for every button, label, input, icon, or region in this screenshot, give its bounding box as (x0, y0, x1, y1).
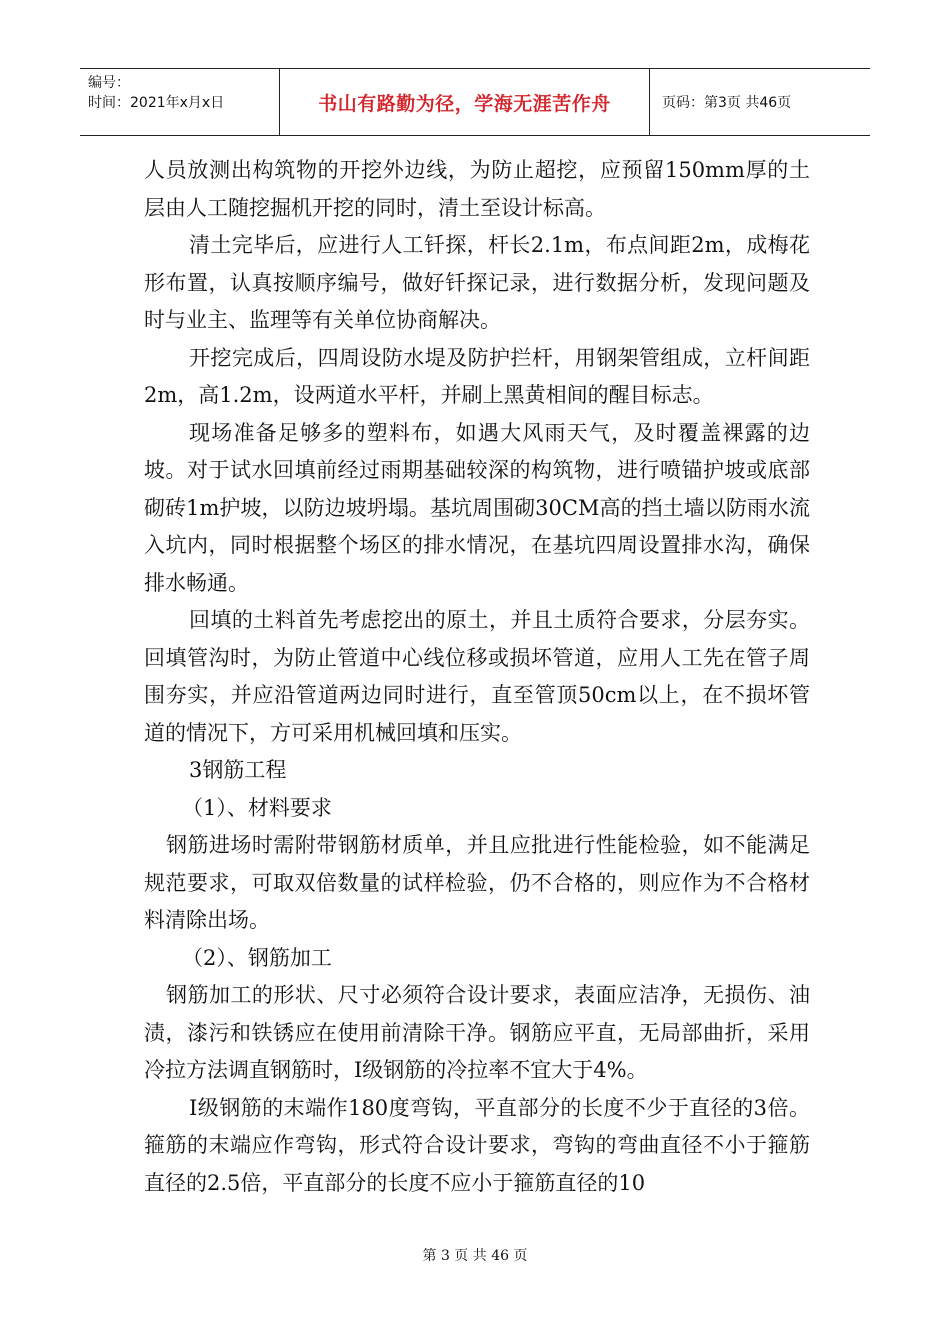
body-paragraph: 现场准备足够多的塑料布，如遇大风雨天气，及时覆盖裸露的边坡。对于试水回填前经过雨期基础较深的构筑物，进行喷锚护坡或底部砌砖1m护坡，以防边坡坍塌。基坑周围砌30CM高的挡土墙以防雨水流入坑内，同时根据整个场区的排水情况，在基坑四周设置排水沟，确保排水畅通。 (144, 420, 810, 595)
body-paragraph: 人员放测出构筑物的开挖外边线，为防止超挖，应预留150mm厚的土层由人工随挖掘机开挖的同时，清土至设计标高。 (144, 158, 810, 220)
body-paragraph: Ⅰ级钢筋的末端作180度弯钩，平直部分的长度不少于直径的3倍。箍筋的末端应作弯钩，形式符合设计要求，弯钩的弯曲直径不小于箍筋直径的2.5倍，平直部分的长度不应小于箍筋直径的10 (144, 1095, 810, 1195)
subsection-heading: （1）、材料要求 (182, 795, 332, 820)
page-header (80, 68, 870, 136)
body-paragraph: 钢筋进场时需附带钢筋材质单，并且应批进行性能检验，如不能满足规范要求，可取双倍数量的试样检验，仍不合格的，则应作为不合格材料清除出场。 (144, 833, 810, 932)
body-paragraph: 钢筋加工的形状、尺寸必须符合设计要求，表面应洁净，无损伤、油渍，漆污和铁锈应在使用前清除干净。钢筋应平直，无局部曲折，采用冷拉方法调直钢筋时，Ⅰ级钢筋的冷拉率不宜大于4%。 (144, 983, 810, 1082)
header-meta (80, 69, 280, 135)
section-heading: 3钢筋工程 (189, 758, 287, 782)
subsection-heading: （2）、钢筋加工 (182, 945, 332, 970)
document-date: 时间：2021年x月x日 (88, 95, 225, 111)
body-paragraph: 回填的土料首先考虑挖出的原土，并且土质符合要求，分层夯实。回填管沟时，为防止管道中心线位移或损坏管道，应用人工先在管子周围夯实，并应沿管道两边同时进行，直至管顶50cm以上，在不损坏管道的情况下，方可采用机械回填和压实。 (144, 608, 810, 745)
page-footer: 第 3 页 共 46 页 (422, 1248, 528, 1264)
body-paragraph: 清土完毕后，应进行人工钎探，杆长2.1m，布点间距2m，成梅花形布置，认真按顺序编号，做好钎探记录，进行数据分析，发现问题及时与业主、监理等有关单位协商解决。 (144, 233, 810, 332)
document-body (144, 152, 810, 1202)
body-paragraph: 开挖完成后，四周设防水堤及防护拦杆，用钢架管组成，立杆间距2m，高1.2m，设两道水平杆，并刷上黑黄相间的醒目标志。 (144, 345, 810, 407)
document-code-label: 编号： (88, 75, 130, 91)
header-motto: 书山有路勤为径，学海无涯苦作舟 (280, 69, 650, 135)
header-page-info: 页码：第3页 共46页 (662, 95, 792, 111)
